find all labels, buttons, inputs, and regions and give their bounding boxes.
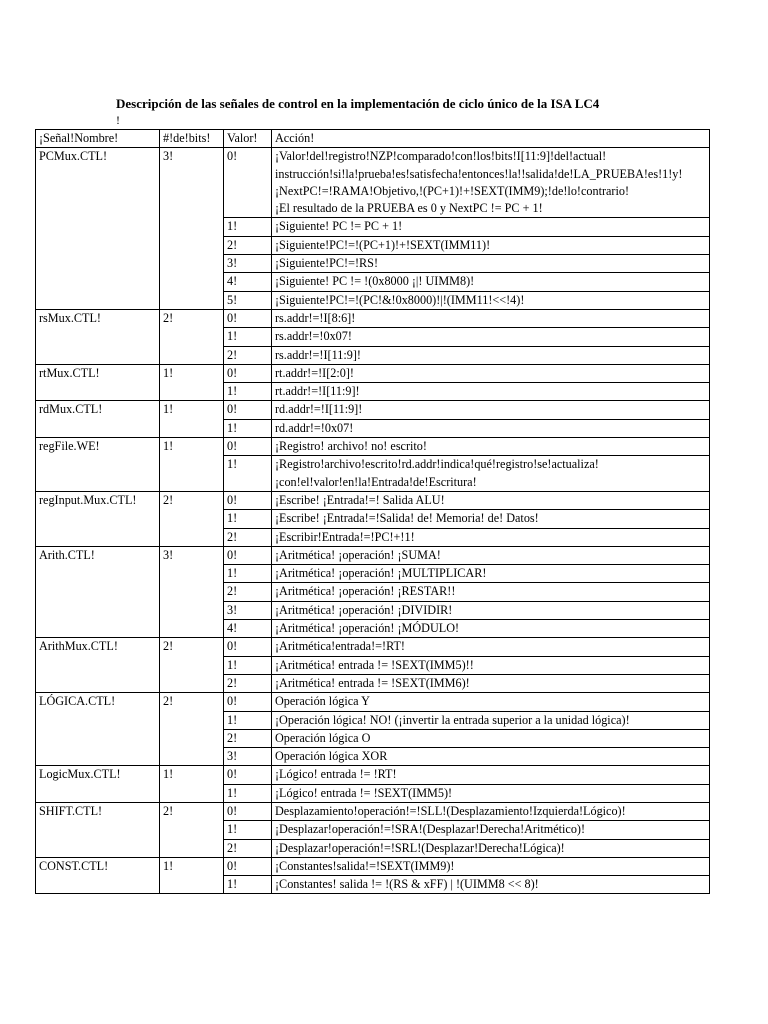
action-cell <box>272 218 710 236</box>
signal-name-cell: LogicMux.CTL! <box>36 766 160 803</box>
value-cell: 0! <box>224 438 272 456</box>
action-cell <box>272 857 710 875</box>
action-cell <box>272 748 710 766</box>
action-line: ¡El resultado de la PRUEBA es 0 y NextPC != PC + 1! <box>275 201 543 216</box>
value-cell: 3! <box>224 255 272 273</box>
action-cell <box>272 528 710 546</box>
value-cell: 0! <box>224 491 272 509</box>
action-cell <box>272 693 710 711</box>
action-cell <box>272 565 710 583</box>
value-cell: 2! <box>224 674 272 692</box>
action-line: ¡Constantes! salida != !(RS & xFF) | !(UIMM8 << 8)! <box>275 877 539 892</box>
action-line: ¡Escribir!Entrada!=!PC!+!1! <box>275 529 415 544</box>
action-cell <box>272 839 710 857</box>
action-cell <box>272 711 710 729</box>
action-cell <box>272 491 710 509</box>
action-line: ¡Aritmética! ¡operación! ¡MULTIPLICAR! <box>275 566 487 581</box>
bits-cell: 1! <box>160 438 224 492</box>
action-cell <box>272 291 710 309</box>
bits-cell: 3! <box>160 148 224 310</box>
action-line: ¡Aritmética! ¡operación! ¡DIVIDIR! <box>275 602 453 617</box>
value-cell: 3! <box>224 601 272 619</box>
control-signals-table <box>35 129 710 894</box>
action-line: rs.addr!=!I[8:6]! <box>275 310 356 325</box>
action-line: ¡Desplazar!operación!=!SRL!(Desplazar!Derecha!Lógica)! <box>275 840 565 855</box>
value-cell: 1! <box>224 328 272 346</box>
signal-name-cell: Arith.CTL! <box>36 546 160 637</box>
action-line: rt.addr!=!I[11:9]! <box>275 384 360 399</box>
signal-name-cell: PCMux.CTL! <box>36 148 160 310</box>
value-cell: 1! <box>224 711 272 729</box>
action-cell <box>272 784 710 802</box>
table-row <box>36 638 710 656</box>
stray-mark: ! <box>116 113 120 127</box>
action-line: ¡Aritmética!entrada!=!RT! <box>275 639 405 654</box>
bits-cell: 1! <box>160 766 224 803</box>
action-line: ¡Aritmética! entrada != !SEXT(IMM5)!! <box>275 657 474 672</box>
header-signal-name: ¡Señal!Nombre! <box>36 130 160 148</box>
signal-name-cell: LÓGICA.CTL! <box>36 693 160 766</box>
action-cell <box>272 510 710 528</box>
value-cell: 0! <box>224 309 272 327</box>
value-cell: 1! <box>224 565 272 583</box>
header-row <box>36 130 710 148</box>
action-line: rs.addr!=!0x07! <box>275 329 352 344</box>
action-cell <box>272 401 710 419</box>
action-cell <box>272 419 710 437</box>
value-cell: 0! <box>224 401 272 419</box>
value-cell: 0! <box>224 766 272 784</box>
table-body <box>36 148 710 894</box>
value-cell: 2! <box>224 839 272 857</box>
signal-name-cell: SHIFT.CTL! <box>36 802 160 857</box>
action-line: ¡Desplazar!operación!=!SRA!(Desplazar!Derecha!Aritmético)! <box>275 822 586 837</box>
table-row <box>36 491 710 509</box>
value-cell: 5! <box>224 291 272 309</box>
action-line: ¡Registro!archivo!escrito!rd.addr!indica!qué!registro!se!actualiza! <box>275 457 599 472</box>
bits-cell: 2! <box>160 693 224 766</box>
table-row <box>36 401 710 419</box>
action-line: ¡Siguiente!PC!=!(PC!&!0x8000)!|!(IMM11!<<!4)! <box>275 292 525 307</box>
value-cell: 4! <box>224 273 272 291</box>
table-row <box>36 364 710 382</box>
action-cell <box>272 583 710 601</box>
action-cell <box>272 656 710 674</box>
value-cell: 0! <box>224 802 272 820</box>
signal-name-cell: rsMux.CTL! <box>36 309 160 364</box>
action-line: ¡Aritmética! ¡operación! ¡RESTAR!! <box>275 584 456 599</box>
value-cell: 2! <box>224 346 272 364</box>
action-cell <box>272 438 710 456</box>
bits-cell: 1! <box>160 401 224 438</box>
bits-cell: 3! <box>160 546 224 637</box>
signal-name-cell: regInput.Mux.CTL! <box>36 491 160 546</box>
signal-name-cell: rtMux.CTL! <box>36 364 160 401</box>
header-action: Acción! <box>272 130 710 148</box>
value-cell: 1! <box>224 218 272 236</box>
value-cell: 2! <box>224 583 272 601</box>
bits-cell: 2! <box>160 638 224 693</box>
action-line: ¡Valor!del!registro!NZP!comparado!con!los!bits!I[11:9]!del!actual! <box>275 149 607 164</box>
table-row <box>36 802 710 820</box>
value-cell: 1! <box>224 510 272 528</box>
action-cell <box>272 309 710 327</box>
bits-cell: 2! <box>160 309 224 364</box>
action-line: ¡Operación lógica! NO! (¡invertir la entrada superior a la unidad lógica)! <box>275 712 630 727</box>
action-line: ¡Siguiente!PC!=!RS! <box>275 256 379 271</box>
table-row <box>36 693 710 711</box>
action-cell <box>272 346 710 364</box>
action-line: Operación lógica XOR <box>275 749 388 764</box>
value-cell: 0! <box>224 546 272 564</box>
action-line: Desplazamiento!operación!=!SLL!(Desplazamiento!Izquierda!Lógico)! <box>275 803 626 818</box>
action-line: rd.addr!=!0x07! <box>275 420 354 435</box>
action-line: ¡NextPC!=!RAMA!Objetivo,!(PC+1)!+!SEXT(IMM9);!de!lo!contrario! <box>275 183 630 198</box>
action-cell <box>272 255 710 273</box>
action-cell <box>272 876 710 894</box>
action-cell <box>272 620 710 638</box>
action-cell <box>272 601 710 619</box>
value-cell: 1! <box>224 784 272 802</box>
signal-name-cell: CONST.CTL! <box>36 857 160 894</box>
table-header <box>36 130 710 148</box>
value-cell: 1! <box>224 419 272 437</box>
value-cell: 2! <box>224 236 272 254</box>
action-cell <box>272 383 710 401</box>
action-cell <box>272 456 710 492</box>
action-cell <box>272 729 710 747</box>
bits-cell: 2! <box>160 491 224 546</box>
action-line: rd.addr!=!I[11:9]! <box>275 402 363 417</box>
action-cell <box>272 766 710 784</box>
action-line: ¡Aritmética! ¡operación! ¡SUMA! <box>275 547 441 562</box>
header-bits: #!de!bits! <box>160 130 224 148</box>
table-row <box>36 148 710 218</box>
table-row <box>36 438 710 456</box>
table-row <box>36 857 710 875</box>
action-line: ¡Siguiente! PC != PC + 1! <box>275 219 403 234</box>
action-cell <box>272 236 710 254</box>
action-cell <box>272 638 710 656</box>
action-cell <box>272 821 710 839</box>
action-line: ¡Siguiente!PC!=!(PC+1)!+!SEXT(IMM11)! <box>275 237 491 252</box>
bits-cell: 1! <box>160 364 224 401</box>
action-cell <box>272 328 710 346</box>
value-cell: 2! <box>224 528 272 546</box>
action-line: ¡Lógico! entrada != !RT! <box>275 767 397 782</box>
action-cell <box>272 148 710 218</box>
action-line: ¡Registro! archivo! no! escrito! <box>275 439 427 454</box>
action-line: ¡Lógico! entrada != !SEXT(IMM5)! <box>275 785 453 800</box>
document-title: Descripción de las señales de control en la implementación de ciclo único de la ISA LC4 <box>116 96 600 111</box>
signal-name-cell: ArithMux.CTL! <box>36 638 160 693</box>
value-cell: 1! <box>224 821 272 839</box>
value-cell: 3! <box>224 748 272 766</box>
action-line: rs.addr!=!I[11:9]! <box>275 347 361 362</box>
action-line: instrucción!si!la!prueba!es!satisfecha!entonces!la!!salida!de!LA_PRUEBA!es!1!y! <box>275 166 683 181</box>
value-cell: 1! <box>224 383 272 401</box>
value-cell: 1! <box>224 656 272 674</box>
bits-cell: 2! <box>160 802 224 857</box>
value-cell: 0! <box>224 364 272 382</box>
action-line: ¡Escribe! ¡Entrada!=!Salida! de! Memoria! de! Datos! <box>275 511 539 526</box>
action-cell <box>272 674 710 692</box>
action-cell <box>272 364 710 382</box>
value-cell: 2! <box>224 729 272 747</box>
action-cell <box>272 802 710 820</box>
action-line: Operación lógica O <box>275 730 371 745</box>
action-cell <box>272 546 710 564</box>
signal-name-cell: rdMux.CTL! <box>36 401 160 438</box>
action-line: ¡Siguiente! PC != !(0x8000 ¡|! UIMM8)! <box>275 274 475 289</box>
signal-name-cell: regFile.WE! <box>36 438 160 492</box>
action-line: ¡con!el!valor!en!la!Entrada!de!Escritura! <box>275 474 477 489</box>
table-row <box>36 309 710 327</box>
action-cell <box>272 273 710 291</box>
action-line: ¡Aritmética! entrada != !SEXT(IMM6)! <box>275 675 470 690</box>
value-cell: 0! <box>224 857 272 875</box>
header-value: Valor! <box>224 130 272 148</box>
action-line: ¡Escribe! ¡Entrada!=! Salida ALU! <box>275 492 445 507</box>
action-line: Operación lógica Y <box>275 694 370 709</box>
value-cell: 1! <box>224 876 272 894</box>
value-cell: 0! <box>224 148 272 218</box>
value-cell: 4! <box>224 620 272 638</box>
table-row <box>36 546 710 564</box>
value-cell: 1! <box>224 456 272 492</box>
table-row <box>36 766 710 784</box>
value-cell: 0! <box>224 638 272 656</box>
action-line: ¡Constantes!salida!=!SEXT(IMM9)! <box>275 858 455 873</box>
action-line: ¡Aritmética! ¡operación! ¡MÓDULO! <box>275 621 460 636</box>
action-line: rt.addr!=!I[2:0]! <box>275 365 354 380</box>
value-cell: 0! <box>224 693 272 711</box>
bits-cell: 1! <box>160 857 224 894</box>
